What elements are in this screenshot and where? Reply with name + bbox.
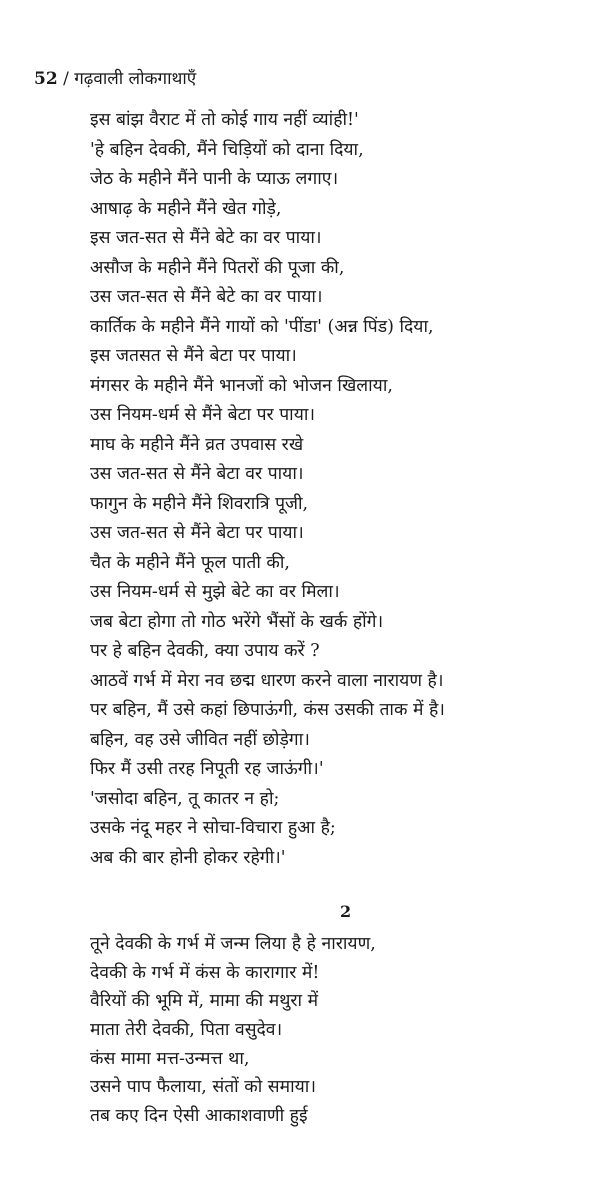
verse-line: बहिन, वह उसे जीवित नहीं छोड़ेगा। bbox=[90, 729, 310, 750]
verse-line: इस जत-सत से मैंने बेटे का वर पाया। bbox=[90, 228, 322, 248]
verse-line: वैरियों की भूमि में, मामा की मथुरा में bbox=[90, 991, 319, 1012]
verse-line: मंगसर के महीने मैंने भानजों को भोजन खिलाया, bbox=[90, 375, 393, 396]
verse-line: पर बहिन, मैं उसे कहां छिपाऊंगी, कंस उसकी ताक में है। bbox=[90, 700, 445, 720]
verse-line: फिर मैं उसी तरह निपूती रह जाऊंगी।' bbox=[90, 759, 324, 779]
verse-line: फागुन के महीने मैंने शिवरात्रि पूजी, bbox=[90, 493, 309, 514]
verse-line: माता तेरी देवकी, पिता वसुदेव। bbox=[90, 1020, 283, 1041]
verse-line: आषाढ़ के महीने मैंने खेत गोड़े, bbox=[90, 198, 282, 219]
verse-line: जेठ के महीने मैंने पानी के प्याऊ लगाए। bbox=[90, 169, 339, 189]
verse-line: असौज के महीने मैंने पितरों की पूजा की, bbox=[90, 257, 345, 278]
page-header bbox=[34, 66, 196, 89]
verse-line: उस जत-सत से मैंने बेटा वर पाया। bbox=[90, 464, 304, 484]
verse-line: पर हे बहिन देवकी, क्या उपाय करें ? bbox=[90, 641, 320, 661]
verse-line: कंस मामा मत्त-उन्मत्त था, bbox=[90, 1048, 250, 1069]
verse-line: माघ के महीने मैंने व्रत उपवास रखे bbox=[90, 434, 304, 455]
verse-line: उस नियम-धर्म से मुझे बेटे का वर मिला। bbox=[90, 582, 340, 602]
verse-line: अब की बार होनी होकर रहेगी।' bbox=[90, 847, 286, 868]
verse-line: उस नियम-धर्म से मैंने बेटा पर पाया। bbox=[90, 405, 316, 425]
verse-line: आठवें गर्भ में मेरा नव छद्म धारण करने वाला नारायण है। bbox=[90, 670, 444, 691]
verse-line: उस जत-सत से मैंने बेटे का वर पाया। bbox=[90, 287, 323, 307]
verse-line: तब कए दिन ऐसी आकाशवाणी हुई bbox=[90, 1106, 308, 1127]
verse-line: देवकी के गर्भ में कंस के कारागार में! bbox=[90, 962, 320, 983]
page-number: 52 bbox=[34, 69, 58, 89]
verse-line: उसने पाप फैलाया, संतों को समाया। bbox=[90, 1077, 316, 1098]
verse-line: उस जत-सत से मैंने बेटा पर पाया। bbox=[90, 523, 304, 543]
verse-line: 'हे बहिन देवकी, मैंने चिड़ियों को दाना दिया, bbox=[90, 139, 364, 160]
verse-section-1 bbox=[90, 106, 590, 873]
verse-line: कार्तिक के महीने मैंने गायों को 'पींडा' (अन्न पिंड) दिया, bbox=[90, 316, 434, 337]
verse-line: जब बेटा होगा तो गोठ भरेंगे भैंसों के खर्क होंगे। bbox=[90, 611, 384, 632]
verse-line: तूने देवकी के गर्भ में जन्म लिया है हे नारायण, bbox=[90, 934, 376, 954]
verse-line: उसके नंदू महर ने सोचा-विचारा हुआ है; bbox=[90, 818, 336, 838]
verse-line: इस बांझ वैराट में तो कोई गाय नहीं व्यांही!' bbox=[90, 110, 359, 130]
verse-line: इस जतसत से मैंने बेटा पर पाया। bbox=[90, 346, 297, 366]
verse-line: चैत के महीने मैंने फूल पाती की, bbox=[90, 552, 290, 573]
verse-line: 'जसोदा बहिन, तू कातर न हो; bbox=[90, 788, 280, 809]
verse-section-2 bbox=[90, 930, 590, 1131]
section-number: 2 bbox=[340, 902, 352, 921]
book-title: गढ़वाली लोकगाथाएँ bbox=[74, 69, 197, 89]
header-separator: / bbox=[63, 69, 69, 89]
